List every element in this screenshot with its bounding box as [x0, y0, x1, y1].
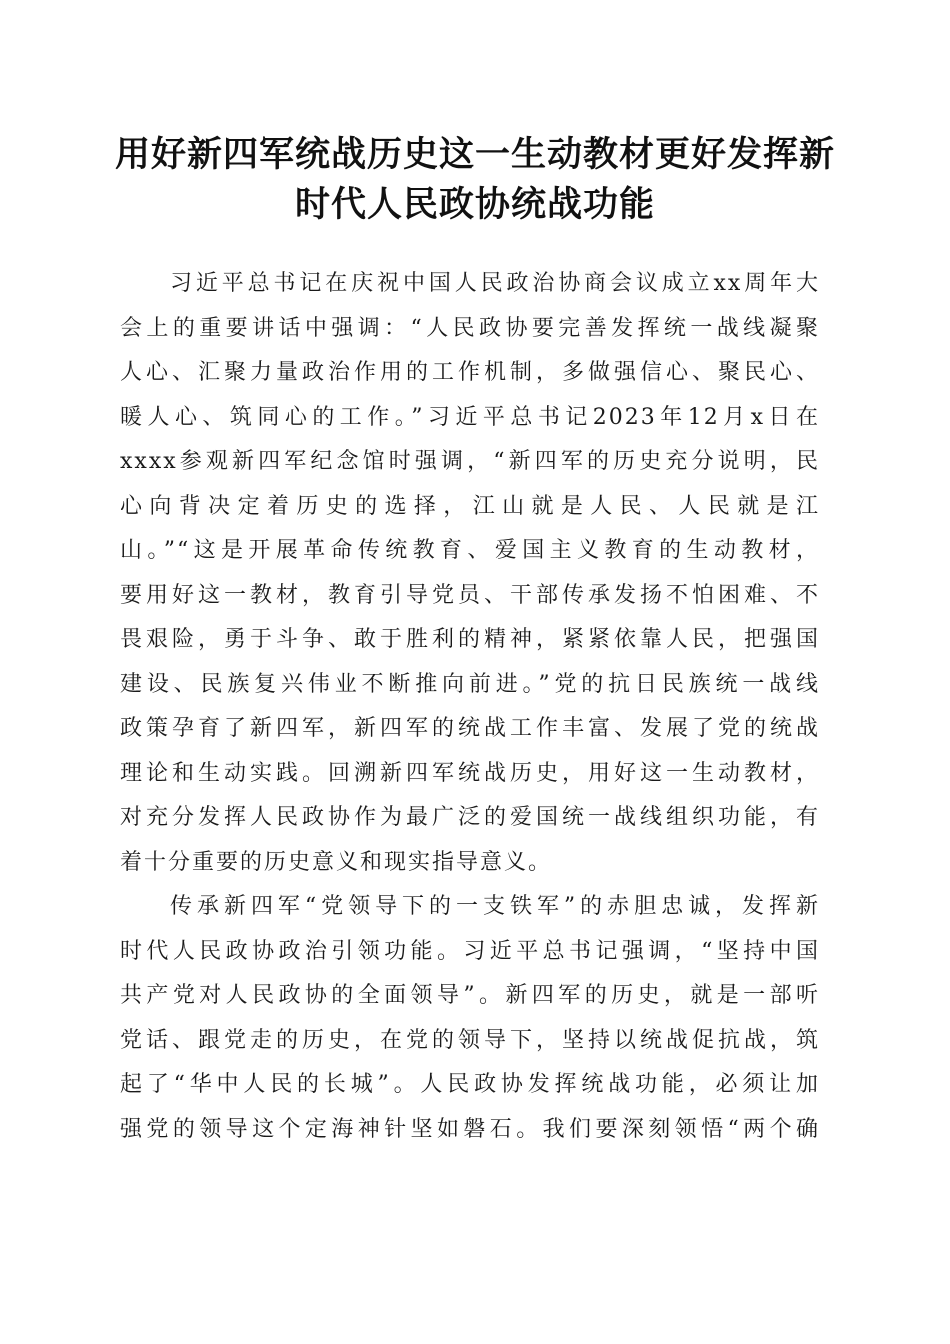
text-line: 强党的领导这个定海神针坚如磐石。我们要深刻领悟“两个确: [120, 1116, 820, 1142]
text-line: 时代人民政协政治引领功能。习近平总书记强调，“坚持中国: [120, 938, 820, 964]
text-line: 会上的重要讲话中强调：“人民政协要完善发挥统一战线凝聚: [120, 315, 820, 341]
text-line: 起了“华中人民的长城”。人民政协发挥统战功能，必须让加: [120, 1072, 820, 1097]
text-line: 畏艰险，勇于斗争、敢于胜利的精神，紧紧依靠人民，把强国: [120, 627, 820, 652]
document-body: [120, 262, 820, 1152]
document-title: [100, 130, 850, 230]
title-line-1: 用好新四军统战历史这一生动教材更好发挥新: [114, 134, 835, 175]
text-line: 山。”“这是开展革命传统教育、爱国主义教育的生动教材，: [120, 538, 820, 563]
text-line: 对充分发挥人民政协作为最广泛的爱国统一战线组织功能，有: [120, 805, 820, 830]
text-line: xxxx参观新四军纪念馆时强调，“新四军的历史充分说明，民: [120, 449, 820, 474]
text-line: 理论和生动实践。回溯新四军统战历史，用好这一生动教材，: [120, 760, 820, 786]
text-line: 心向背决定着历史的选择，江山就是人民、人民就是江: [120, 493, 820, 519]
text-line: 习近平总书记在庆祝中国人民政治协商会议成立xx周年大: [170, 271, 820, 296]
text-line: 人心、汇聚力量政治作用的工作机制，多做强信心、聚民心、: [120, 360, 820, 385]
text-line: 党话、跟党走的历史，在党的领导下，坚持以统战促抗战，筑: [120, 1027, 820, 1053]
text-line: 传承新四军“党领导下的一支铁军”的赤胆忠诚，发挥新: [170, 894, 820, 919]
text-line: 要用好这一教材，教育引导党员、干部传承发扬不怕困难、不: [120, 582, 820, 608]
text-line: 建设、民族复兴伟业不断推向前进。”党的抗日民族统一战线: [120, 671, 820, 697]
text-line: 着十分重要的历史意义和现实指导意义。: [120, 849, 553, 875]
text-line: 共产党对人民政协的全面领导”。新四军的历史，就是一部听: [120, 983, 820, 1008]
text-line: 暖人心、筑同心的工作。”习近平总书记2023年12月x日在: [120, 404, 820, 430]
paragraph-2: [120, 885, 820, 1152]
paragraph-1: [120, 262, 820, 885]
title-line-2: 时代人民政协统战功能: [294, 184, 655, 225]
text-line: 政策孕育了新四军，新四军的统战工作丰富、发展了党的统战: [120, 716, 820, 741]
